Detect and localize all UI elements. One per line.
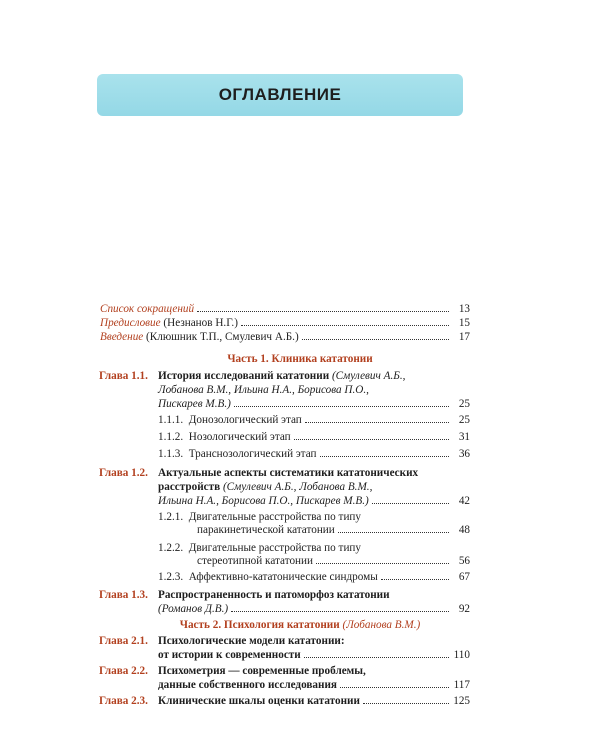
toc-entry-abbreviations[interactable]: Список сокращений 13 [100,303,470,315]
chapter-2-1-line1[interactable]: Психологические модели кататонии: [158,635,345,647]
chapter-label-1-1: Глава 1.1. [99,370,148,382]
chapter-2-3-line1[interactable]: Клинические шкалы оценки кататонии 125 [158,695,470,707]
toc-entry-1-2-1-line2[interactable]: паракинетической кататонии 48 [197,524,470,536]
toc-entry-1-2-3[interactable]: 1.2.3. Аффективно-кататонические синдромы 67 [158,571,470,583]
toc-entry-1-1-2[interactable]: 1.1.2. Нозологический этап 31 [158,431,470,443]
chapter-1-2-line3[interactable]: Ильина Н.А., Борисова П.О., Пискарев М.В.) 42 [158,495,470,507]
toc-entry-introduction[interactable]: Введение (Клюшник Т.П., Смулевич А.Б.) 17 [100,331,470,343]
part-2-heading: Часть 2. Психология кататонии (Лобанова В.М.) [179,619,421,631]
chapter-2-2-line1[interactable]: Психометрия — современные проблемы, [158,665,366,677]
toc-entry-1-2-1-line1[interactable]: 1.2.1. Двигательные расстройства по типу [158,511,362,523]
chapter-label-2-1: Глава 2.1. [99,635,148,647]
chapter-1-3-line2[interactable]: (Романов Д.В.) 92 [158,603,470,615]
chapter-1-3-line1[interactable]: Распространенность и патоморфоз кататонии [158,589,390,601]
toc-entry-1-2-2-line2[interactable]: стереотипной кататонии 56 [197,555,470,567]
chapter-1-2-line2: расстройств (Смулевич А.Б., Лобанова В.М., [158,481,373,493]
chapter-1-1-line2: Лобанова В.М., Ильина Н.А., Борисова П.О., [158,384,369,396]
page-title: ОГЛАВЛЕНИЕ [218,85,342,104]
toc-entry-1-1-1[interactable]: 1.1.1. Донозологический этап 25 [158,414,470,426]
toc-entry-foreword[interactable]: Предисловие (Незнанов Н.Г.) 15 [100,317,470,329]
chapter-label-2-3: Глава 2.3. [99,695,148,707]
chapter-2-2-line2[interactable]: данные собственного исследования 117 [158,679,470,691]
part-1-heading: Часть 1. Клиника кататонии [227,353,373,365]
chapter-label-2-2: Глава 2.2. [99,665,148,677]
chapter-2-1-line2[interactable]: от истории к современности 110 [158,649,470,661]
chapter-1-1-line1[interactable]: История исследований кататонии (Смулевич А.Б., [158,370,406,382]
chapter-1-2-line1[interactable]: Актуальные аспекты систематики кататонических [158,467,419,479]
chapter-label-1-2: Глава 1.2. [99,467,148,479]
chapter-label-1-3: Глава 1.3. [99,589,148,601]
toc-entry-1-2-2-line1[interactable]: 1.2.2. Двигательные расстройства по типу [158,542,362,554]
chapter-1-1-line3[interactable]: Пискарев М.В.) 25 [158,398,470,410]
toc-entry-1-1-3[interactable]: 1.1.3. Транснозологический этап 36 [158,448,470,460]
